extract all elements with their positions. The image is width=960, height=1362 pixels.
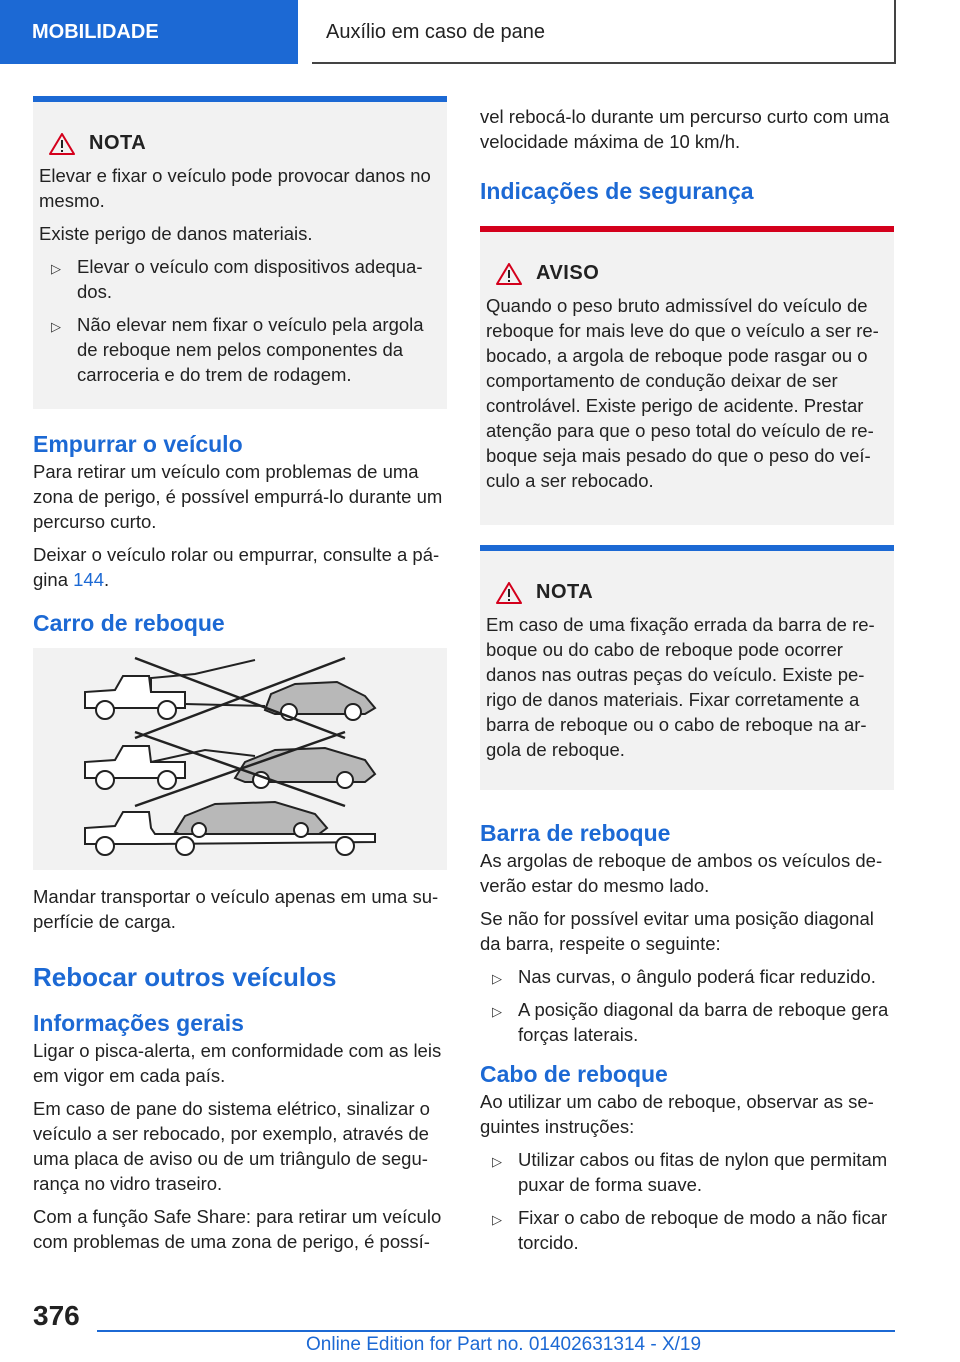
- note-title: NOTA: [536, 581, 594, 603]
- list-item: [480, 964, 894, 989]
- left-column: [33, 96, 447, 1262]
- text: Deixar o veículo rolar ou empurrar, consulte a pá-gina: [33, 544, 440, 590]
- tow-truck-drawing: [75, 648, 405, 870]
- list-item-text: Elevar o veículo com dispositivos adequa-dos.: [77, 256, 423, 302]
- list-item-text: Utilizar cabos ou fitas de nylon que permitam puxar de forma suave.: [518, 1149, 888, 1195]
- triangle-bullet-icon: ▷: [492, 971, 502, 986]
- paragraph: Ligar o pisca-alerta, em conformidade com as leis em vigor em cada país.: [33, 1040, 442, 1086]
- paragraph: Para retirar um veículo com problemas de uma zona de perigo, é possível empurrá-lo durante um percurso curto.: [33, 461, 443, 532]
- list-item-text: Nas curvas, o ângulo poderá ficar reduzido.: [518, 966, 876, 987]
- list-item-text: A posição diagonal da barra de reboque gera forças laterais.: [518, 999, 889, 1045]
- paragraph: Ao utilizar um cabo de reboque, observar as se-guintes instruções:: [480, 1091, 874, 1137]
- paragraph: [33, 542, 447, 592]
- paragraph: Em caso de pane do sistema elétrico, sinalizar o veículo a ser rebocado, por exemplo, através de uma placa de aviso ou de um triângulo de segu-rança no vidro traseiro.: [33, 1098, 430, 1194]
- triangle-bullet-icon: ▷: [492, 1004, 502, 1019]
- warning-box: [480, 226, 894, 525]
- warning-title: AVISO: [536, 262, 600, 284]
- note-text: Em caso de uma fixação errada da barra de re-boque ou do cabo de reboque pode ocorrer danos nas outras peças do veículo. Existe pe-rigo de danos materiais. Fixar corretamente a barra de reboque ou o cabo de reboque na ar-gola de reboque.: [486, 614, 875, 760]
- list-item-text: Fixar o cabo de reboque de modo a não ficar torcido.: [518, 1207, 888, 1253]
- note-title: NOTA: [89, 132, 147, 154]
- list-item: [39, 312, 441, 387]
- footer-divider: [97, 1330, 895, 1332]
- footer-edition: Online Edition for Part no. 01402631314 - X/19: [306, 1334, 702, 1355]
- section-tab: MOBILIDADE: [0, 0, 298, 64]
- paragraph: As argolas de reboque de ambos os veículos de-verão estar do mesmo lado.: [480, 850, 883, 896]
- note-list: [39, 254, 441, 387]
- note-text: Existe perigo de danos materiais.: [39, 223, 313, 244]
- note-header: [39, 132, 441, 155]
- tow-bar-list: [480, 964, 894, 1047]
- right-column: [480, 104, 894, 1263]
- warning-triangle-icon: [496, 582, 522, 604]
- heading-tow-other-vehicles: Rebocar outros veículos: [33, 962, 337, 992]
- page-number: 376: [33, 1300, 80, 1331]
- triangle-bullet-icon: ▷: [492, 1154, 502, 1169]
- note-header: [486, 581, 888, 604]
- list-item: [480, 1147, 894, 1197]
- heading-tow-truck: Carro de reboque: [33, 610, 225, 636]
- note-text: Elevar e fixar o veículo pode provocar danos no mesmo.: [39, 165, 431, 211]
- warning-text: Quando o peso bruto admissível do veículo de reboque for mais leve do que o veículo a ser re-bocado, a argola de reboque pode rasgar ou o comportamento de condução deixar de ser controlável. Existe perigo de acidente. Prestar atenção para que o peso total do veículo de re-boque seja mais pesado do que o peso do veí-culo a ser rebocado.: [486, 295, 879, 491]
- triangle-bullet-icon: ▷: [51, 319, 61, 334]
- note-box-tow-bar: [480, 545, 894, 790]
- text: .: [104, 569, 110, 590]
- heading-safety-notes: Indicações de segurança: [480, 178, 754, 204]
- tow-cable-list: [480, 1147, 894, 1255]
- note-box-lifting: [33, 96, 447, 409]
- paragraph: vel rebocá-lo durante um percurso curto com uma velocidade máxima de 10 km/h.: [480, 106, 890, 152]
- triangle-bullet-icon: ▷: [51, 261, 61, 276]
- paragraph: Com a função Safe Share: para retirar um veículo com problemas de uma zona de perigo, é possí-: [33, 1206, 442, 1252]
- triangle-bullet-icon: ▷: [492, 1212, 502, 1227]
- page-link[interactable]: 144: [73, 569, 104, 590]
- paragraph: Se não for possível evitar uma posição diagonal da barra, respeite o seguinte:: [480, 908, 874, 954]
- subheading-general-info: Informações gerais: [33, 1010, 244, 1036]
- heading-push-vehicle: Empurrar o veículo: [33, 431, 243, 457]
- warning-triangle-icon: [49, 133, 75, 155]
- tow-truck-illustration: [33, 648, 447, 870]
- chapter-title: Auxílio em caso de pane: [312, 0, 896, 64]
- heading-tow-bar: Barra de reboque: [480, 820, 671, 846]
- list-item: [39, 254, 441, 304]
- heading-tow-cable: Cabo de reboque: [480, 1061, 668, 1087]
- list-item-text: Não elevar nem fixar o veículo pela argola de reboque nem pelos componentes da carroceria e do trem de rodagem.: [77, 314, 424, 385]
- warning-header: [486, 262, 888, 285]
- figure-caption: Mandar transportar o veículo apenas em uma su-perfície de carga.: [33, 886, 439, 932]
- warning-triangle-icon: [496, 263, 522, 285]
- list-item: [480, 1205, 894, 1255]
- list-item: [480, 997, 894, 1047]
